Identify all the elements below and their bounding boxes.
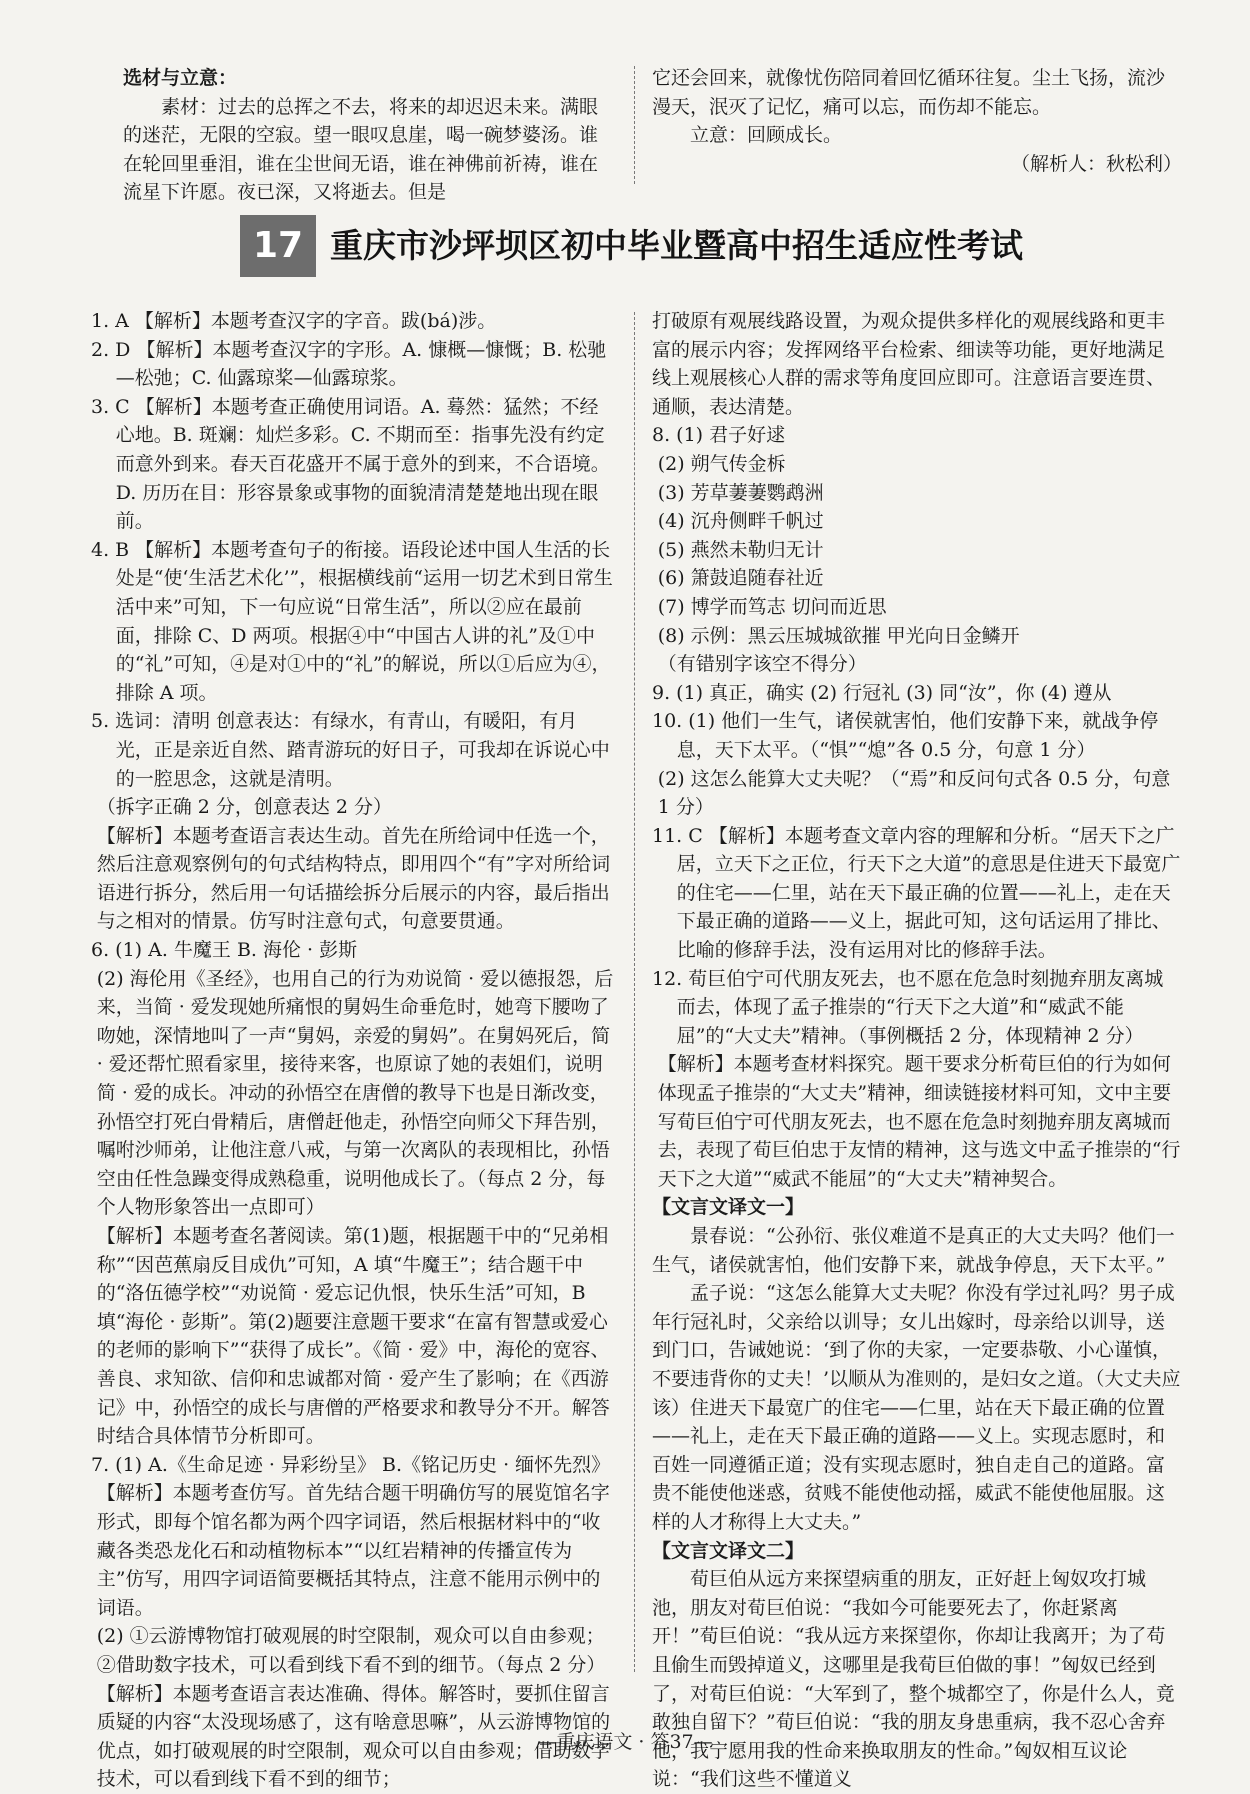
- answer-paragraph: (7) 博学而笃志 切问而近思: [657, 595, 887, 618]
- answer-paragraph: 荀巨伯从远方来探望病重的朋友，正好赶上匈奴攻打城池，朋友对荀巨伯说：“我如今可能要死去了，你赶紧离开！”荀巨伯说：“我从远方来探望你，你却让我离开；为了苟且偷生而毁掉道义，这哪里是我荀巨伯做的事！”匈奴已经到了，对荀巨伯说：“大军到了，整个城都空了，你是什么人，竟敢独自留下？”荀巨伯说：“我的朋友身患重病，我不忍心舍弃他，我宁愿用我的性命来换取朋友的性命。”匈奴相互议论说：“我们这些不懂道义: [652, 1568, 1175, 1791]
- material-paragraph: 素材：过去的总挥之不去，将来的却迟迟未来。满眼的迷茫，无限的空寂。望一眼叹息崖，喝一碗梦婆汤。谁在轮回里垂泪，谁在尘世间无语，谁在神佛前祈祷，谁在流星下许愿。夜已深，又将逝去。但是: [123, 95, 599, 204]
- exam-title: 重庆市沙坪坝区初中毕业暨高中招生适应性考试: [330, 226, 1023, 265]
- material-paragraph: （解析人：秋松利）: [1010, 152, 1182, 175]
- material-paragraph: 它还会回来，就像忧伤陪同着回忆循环往复。尘土飞扬，流沙漫天，泯灭了记忆，痛可以忘，而伤却不能忘。: [652, 67, 1166, 118]
- answer-paragraph: 5. 选词：清明 创意表达：有绿水，有青山，有暖阳，有月光，正是亲近自然、踏青游玩的好日子，可我却在诉说心中的一腔思念，这就是清明。: [91, 710, 610, 790]
- answer-paragraph: (2) ①云游博物馆打破观展的时空限制，观众可以自由参观；②借助数字技术，可以看到线下看不到的细节。（每点 2 分）: [96, 1625, 606, 1676]
- answer-paragraph: 孟子说：“这怎么能算大丈夫呢？你没有学过礼吗？男子成年行冠礼时，父亲给以训导；女儿出嫁时，母亲给以训导，送到门口，告诫她说：‘到了你的夫家，一定要恭敬、小心谨慎，不要违背你的丈夫！’以顺从为准则的，是妇女之道。（大丈夫应该）住进天下最宽广的住宅——仁里，站在天下最正确的位置——礼上，走在天下最正确的道路——义上。实现志愿时，和百姓一同遵循正道；没有实现志愿时，独自走自己的道路。富贵不能使他迷惑，贫贱不能使他动摇，威武不能使他屈服。这样的人才称得上大丈夫。”: [652, 1282, 1181, 1533]
- answer-paragraph: （有错别字该空不得分）: [657, 653, 867, 676]
- answer-paragraph: 【解析】本题考查语言表达准确、得体。解答时，要抓住留言质疑的内容“太没现场感了，这有啥意思嘛”，从云游博物馆的优点，如打破观展的时空限制，观众可以自由参观；借助数字技术，可以看到线下看不到的细节；: [96, 1682, 611, 1791]
- column-divider-top: [634, 66, 635, 184]
- right-answer-column: [652, 307, 1182, 1794]
- answer-paragraph: 6. (1) A. 牛魔王 B. 海伦 · 彭斯: [91, 939, 358, 962]
- answer-paragraph: 11. C 【解析】本题考查文章内容的理解和分析。“居天下之广居，立天下之正位，行天下之大道”的意思是住进天下最宽广的住宅——仁里，站在天下最正确的位置——礼上，走在天下最正确的道路——义上，据此可知，这句话运用了排比、比喻的修辞手法，没有运用对比的修辞手法。: [652, 824, 1181, 962]
- exam-number-badge: 17: [240, 215, 316, 277]
- answer-paragraph: (8) 示例：黑云压城城欲摧 甲光向日金鳞开: [657, 624, 1020, 647]
- top-left-column: [123, 64, 615, 207]
- answer-paragraph: (6) 箫鼓追随春社近: [657, 567, 824, 590]
- answer-paragraph: 7. (1) A.《生命足迹 · 异彩纷呈》 B.《铭记历史 · 缅怀先烈》: [91, 1453, 611, 1476]
- answer-paragraph: (3) 芳草萋萋鹦鹉洲: [657, 481, 824, 504]
- column-divider-main: [634, 312, 635, 1672]
- answer-paragraph: (2) 这怎么能算大丈夫呢？（“焉”和反问句式各 0.5 分，句意 1 分）: [657, 767, 1171, 819]
- material-paragraph: 选材与立意：: [123, 67, 238, 89]
- answer-paragraph: (4) 沉舟侧畔千帆过: [657, 510, 824, 533]
- material-paragraph: 立意：回顾成长。: [690, 124, 843, 147]
- answer-paragraph: 4. B 【解析】本题考查句子的衔接。语段论述中国人生活的长处是“使‘生活艺术化’”，根据横线前“运用一切艺术到日常生活中来”可知，下一句应说“日常生活”，所以②应在最前面，排除 C、D 两项。根据④中“中国古人讲的礼”及①中的“礼”可知，④是对①中的“礼”的解说，所以①后应为④，排除 A 项。: [91, 538, 613, 704]
- answer-paragraph: (2) 朔气传金柝: [657, 452, 786, 475]
- answer-paragraph: 3. C 【解析】本题考查正确使用词语。A. 蓦然：猛然；不经心地。B. 斑斓：灿烂多彩。C. 不期而至：指事先没有约定而意外到来。春天百花盛开不属于意外的到来，不合语境。D. 历历在目：形容景象或事物的面貌清清楚楚地出现在眼前。: [91, 395, 610, 533]
- answer-paragraph: 9. (1) 真正，确实 (2) 行冠礼 (3) 同“汝”，你 (4) 遵从: [652, 681, 1112, 704]
- answer-paragraph: 2. D 【解析】本题考查汉字的字形。A. 慷概—慷慨；B. 松驰—松弛；C. 仙露琼桨—仙露琼浆。: [91, 338, 607, 390]
- exam-banner: [240, 215, 1090, 277]
- answer-paragraph: 【解析】本题考查仿写。首先结合题干明确仿写的展览馆名字形式，即每个馆名都为两个四字词语，然后根据材料中的“收藏各类恐龙化石和动植物标本”“以红岩精神的传播宣传为主”仿写，用四字词语简要概括其特点，注意不能用示例中的词语。: [96, 1482, 610, 1619]
- top-right-column: [652, 64, 1182, 178]
- answer-paragraph: （拆字正确 2 分，创意表达 2 分）: [96, 796, 393, 819]
- answer-paragraph: 【解析】本题考查语言表达生动。首先在所给词中任选一个，然后注意观察例句的句式结构特点，即用四个“有”字对所给词语进行拆分，然后用一句话描绘拆分后展示的内容，最后指出与之相对的情景。仿写时注意句式，句意要贯通。: [96, 824, 611, 933]
- answer-paragraph: 景春说：“公孙衍、张仪难道不是真正的大丈夫吗？他们一生气，诸侯就害怕，他们安静下来，就战争停息，天下太平。”: [652, 1225, 1175, 1276]
- answer-paragraph: 1. A 【解析】本题考查汉字的字音。跋(bá)涉。: [91, 310, 497, 332]
- answer-paragraph: 【解析】本题考查材料探究。题干要求分析荀巨伯的行为如何体现孟子推崇的“大丈夫”精神，细读链接材料可知，文中主要写荀巨伯宁可代朋友死去，也不愿在危急时刻抛弃朋友离城而去，表现了荀巨伯忠于友情的精神，这与选文中孟子推崇的“行天下之大道”“威武不能屈”的“大丈夫”精神契合。: [657, 1053, 1181, 1190]
- left-answer-column: [91, 307, 614, 1794]
- answer-paragraph: 【文言文译文一】: [652, 1196, 805, 1219]
- answer-paragraph: 【解析】本题考查名著阅读。第(1)题，根据题干中的“兄弟相称”“因芭蕉扇反目成仇”可知，A 填“牛魔王”；结合题干中的“洛伍德学校”“劝说简 · 爱忘记仇恨，快乐生活”可知，B 填“海伦 · 彭斯”。第(2)题要注意题干要求“在富有智慧或爱心的老师的影响下”“获得了成长”。《简 · 爱》中，海伦的宽容、善良、求知欲、信仰和忠诚都对简 · 爱产生了影响；在《西游记》中，孙悟空的成长与唐僧的严格要求和教导分不开。解答时结合具体情节分析即可。: [96, 1225, 610, 1448]
- answer-paragraph: 打破原有观展线路设置，为观众提供多样化的观展线路和更丰富的展示内容；发挥网络平台检索、细读等功能，更好地满足线上观展核心人群的需求等角度回应即可。注意语言要连贯、通顺，表达清楚。: [652, 310, 1166, 418]
- answer-paragraph: 8. (1) 君子好逑: [652, 424, 786, 447]
- answer-paragraph: 10. (1) 他们一生气，诸侯就害怕，他们安静下来，就战争停息，天下太平。（“惧”“熄”各 0.5 分，句意 1 分）: [652, 710, 1159, 761]
- answer-paragraph: (5) 燕然未勒归无计: [657, 538, 824, 561]
- answer-paragraph: 12. 荀巨伯宁可代朋友死去，也不愿在危急时刻抛弃朋友离城而去，体现了孟子推崇的“行天下之大道”和“威武不能屈”的“大丈夫”精神。（事例概括 2 分，体现精神 2 分）: [652, 967, 1164, 1047]
- answer-paragraph: (2) 海伦用《圣经》，也用自己的行为劝说简 · 爱以德报怨，后来，当简 · 爱发现她所痛恨的舅妈生命垂危时，她弯下腰吻了吻她，深情地叫了一声“舅妈，亲爱的舅妈”。在舅妈死后，简 · 爱还帮忙照看家里，接待来客，也原谅了她的表姐们，说明简 · 爱的成长。冲动的孙悟空在唐僧的教导下也是日渐改变，孙悟空打死白骨精后，唐僧赶他走，孙悟空向师父下拜告别，嘱咐沙师弟，让他注意八戒，与第一次离队的表现相比，孙悟空由任性急躁变得成熟稳重，说明他成长了。（每点 2 分，每个人物形象答出一点即可）: [96, 967, 614, 1219]
- answer-paragraph: 【文言文译文二】: [652, 1539, 805, 1562]
- page-footer: —重庆语文 · 答37—: [537, 1731, 713, 1753]
